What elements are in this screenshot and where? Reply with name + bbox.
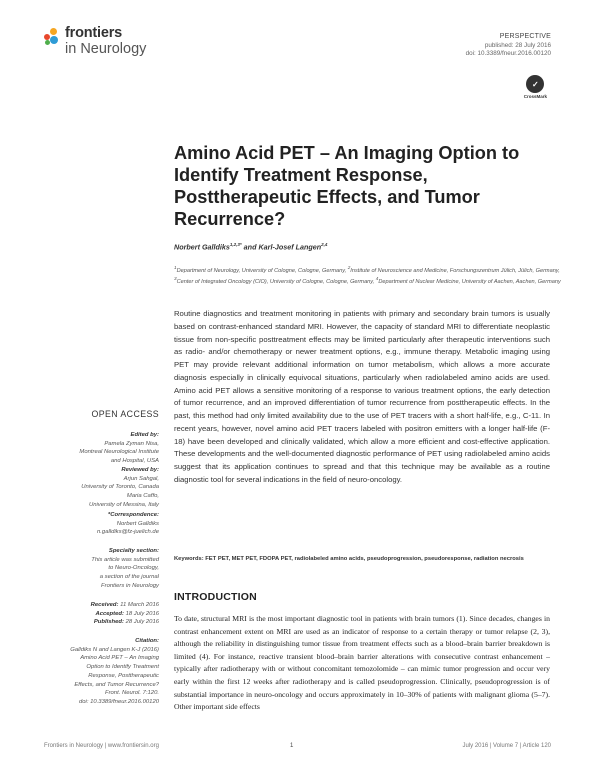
- crossmark-badge[interactable]: [524, 75, 547, 99]
- crossmark-label: CrossMark: [523, 94, 547, 99]
- citation-line: Front. Neurol. 7:120.: [104, 690, 159, 697]
- editor-line: Montreal Neurological Institute: [79, 449, 159, 456]
- author-list: [174, 242, 327, 251]
- reviewer-line: University of Toronto, Canada: [81, 484, 159, 491]
- edited-by-block: [44, 431, 159, 466]
- published-date-sidebar: 28 July 2016: [125, 619, 159, 626]
- footer-issue-info: July 2016 | Volume 7 | Article 120: [462, 743, 551, 749]
- citation-line: Amino Acid PET – An Imaging: [80, 655, 159, 662]
- affil-1-sup: 1: [174, 265, 177, 270]
- editor-line: and Hospital, USA: [110, 458, 159, 465]
- specialty-section-block: [44, 547, 159, 591]
- citation-line: Effects, and Tumor Recurrence?: [74, 681, 159, 688]
- citation-line: Option to Identify Treatment: [86, 664, 159, 671]
- published-date: published: 28 July 2016: [484, 41, 551, 49]
- author-1[interactable]: Norbert Galldiks: [174, 242, 230, 252]
- received-date: 11 March 2016: [120, 602, 159, 608]
- keywords: [174, 555, 550, 564]
- affil-3: Center of Integrated Oncology (CIO), University of Cologne, Cologne, Germany,: [176, 279, 376, 286]
- citation-line: Galldiks N and Langen K-J (2016): [70, 646, 159, 653]
- introduction-text: To date, structural MRI is the most important diagnostic tool in patients with brain tumors (1). Since decades, changes in contrast enhancement extent on MRI are used as an indicator of response to a certain therapy or tumor relapse (2, 3), although the reliability in distinguishing tumor tissue from treatment effects such as a blood–brain barrier breakdown is limited (4). For instance, reactive transient blood–brain barrier alterations with consecutive contrast enhancement – typically after radiotherapy with or without concomitant temozolomide – can mimic tumor progression and occur very early within the first 12 weeks after radiotherapy and is called pseudoprogression. Clinically, pseudoprogression is of substantial importance in neuro-oncology and occurs approximately in 10–30% of patients with malignant glioma (5–7). Other important side effects: [174, 614, 550, 712]
- reviewed-by-label: Reviewed by:: [121, 467, 159, 473]
- reviewer-line: Maria Caffo,: [126, 493, 159, 500]
- journal-name: in Neurology: [65, 40, 147, 57]
- journal-logo[interactable]: [44, 26, 146, 56]
- frontiers-logo-icon: [44, 28, 62, 46]
- correspondence-name: Norbert Galldiks: [116, 520, 159, 527]
- citation-block: [44, 637, 159, 707]
- accepted-label: Accepted:: [95, 610, 124, 617]
- abstract: Routine diagnostics and treatment monitoring in patients with primary and secondary brain tumors is usually based on contrast-enhanced standard MRI. However, the capacity of standard MRI to differentiate neoplastic tissue from non-specific posttreatment effects may be limited particularly after therapeutic interventions such as radio- and/or chemotherapy or newer treatment options, e.g., immune therapy. Metabolic imaging using PET may provide relevant additional information on tumor metabolism, which allows a more accurate diagnosis especially in clinically equivocal situations, particularly when radiolabeled amino acids are used. Amino acid PET allows a sensitive monitoring of a response to various treatment options, the early detection of tumor recurrence, and an improved differentiation of tumor recurrence from posttherapeutic effects. In the past, this method had only limited availability due to the use of PET tracers with a short half-life, e.g., C-11. In recent years, however, novel amino acid PET tracers labeled with positron emitters with a longer half-life (F-18) have been developed and clinically validated, which allow a more efficient and cost-effective application. These developments and the well-documented diagnostic performance of PET using radiolabeled amino acids suggest that its application continues to spread and that this technique may be available as a routine diagnostic tool for several indications in the field of neuro-oncology.: [174, 309, 550, 484]
- author-2[interactable]: and Karl-Josef Langen: [241, 242, 322, 252]
- crossmark-icon: ✓: [526, 75, 544, 93]
- published-label: Published:: [93, 619, 124, 626]
- dates-block: [44, 601, 159, 627]
- footer-journal-link[interactable]: Frontiers in Neurology | www.frontiersin.org: [44, 743, 159, 749]
- edited-by-label: Edited by:: [130, 432, 159, 438]
- affil-2-sup: 2: [347, 265, 351, 270]
- open-access-label: OPEN ACCESS: [91, 409, 159, 419]
- affil-3-sup: 3: [174, 276, 177, 282]
- specialty-line: This article was submitted: [91, 556, 159, 563]
- affil-4: Department of Nuclear Medicine, University of Aachen, Aachen, Germany: [378, 279, 561, 286]
- reviewed-by-block: [44, 466, 159, 510]
- editor-line: Pamela Zyman Nisa,: [104, 440, 159, 447]
- affiliations: [174, 264, 564, 287]
- accepted-date: 18 July 2016: [125, 610, 159, 617]
- keywords-list: FET PET, MET PET, FDOPA PET, radiolabeled amino acids, pseudoprogression, pseudoresponse, radiation necrosis: [205, 556, 524, 562]
- brand-name: frontiers: [65, 25, 123, 41]
- reviewer-line: Arjun Sahgal,: [123, 475, 159, 482]
- reviewer-line: University of Messina, Italy: [88, 501, 159, 508]
- specialty-line: a section of the journal: [99, 574, 159, 581]
- specialty-label: Specialty section:: [108, 548, 159, 554]
- author-1-affiliations: 1,2,3*: [229, 242, 242, 247]
- received-label: Received:: [90, 602, 119, 608]
- correspondence-email[interactable]: n.galldiks@fz-juelich.de: [97, 529, 159, 536]
- affil-2: Institute of Neuroscience and Medicine, Forschungszentrum Jülich, Jülich, Germany,: [350, 267, 560, 274]
- correspondence-block: [44, 511, 159, 537]
- section-heading-introduction: INTRODUCTION: [174, 591, 257, 603]
- author-2-affiliations: 2,4: [321, 242, 328, 247]
- article-title: Amino Acid PET – An Imaging Option to Identify Treatment Response, Posttherapeutic Effects, and Tumor Recurrence?: [174, 143, 520, 229]
- correspondence-label: *Correspondence:: [107, 512, 159, 518]
- affil-4-sup: 4: [375, 276, 379, 282]
- citation-line: Response, Posttherapeutic: [88, 672, 159, 679]
- affil-1: Department of Neurology, University of Cologne, Cologne, Germany,: [176, 267, 348, 274]
- keywords-label: Keywords:: [174, 556, 204, 562]
- specialty-line: Frontiers in Neurology: [101, 582, 159, 589]
- article-meta: [466, 33, 551, 59]
- specialty-line: to Neuro-Oncology,: [108, 565, 159, 572]
- doi[interactable]: doi: 10.3389/fneur.2016.00120: [465, 50, 551, 57]
- page-number: 1: [290, 743, 294, 749]
- citation-doi[interactable]: doi: 10.3389/fneur.2016.00120: [78, 698, 159, 705]
- article-type: PERSPECTIVE: [499, 33, 551, 40]
- citation-label: Citation:: [135, 638, 159, 644]
